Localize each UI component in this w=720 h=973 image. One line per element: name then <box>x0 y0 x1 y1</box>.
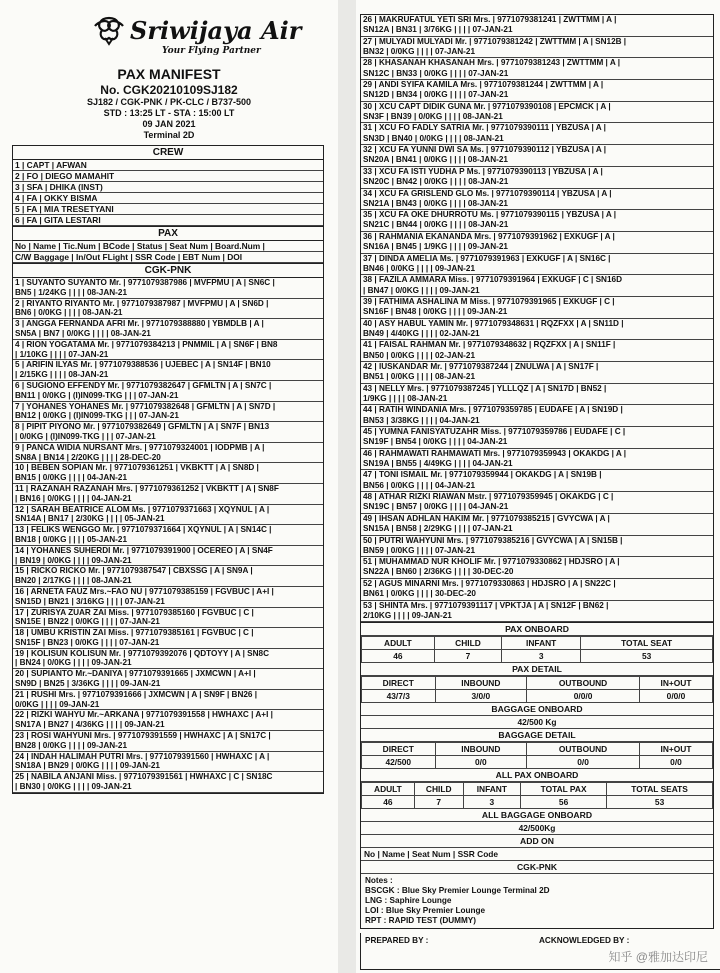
manifest-page-right <box>356 0 720 973</box>
passenger-row-line: BN6 | 0/0KG | | | | 08-JAN-21 <box>15 308 123 318</box>
passenger-row-line: 18 | UMBU KRISTIN ZAI Miss. | 9771079385161 | FGVBUC | C | <box>15 628 254 638</box>
passenger-row-line: BN56 | 0/0KG | | | | 04-JAN-21 <box>363 480 476 490</box>
passenger-row-line: 34 | XCU FA GRISLEND GLO Ms. | 9771079390114 | YBZUSA | A | <box>363 188 612 198</box>
passenger-row-line: 10 | BEBEN SOPIAN Mr. | 9771079361251 | VKBKTT | A | SN8D | <box>15 463 259 473</box>
passenger-row-line: 50 | PUTRI WAHYUNI Mrs. | 9771079385216 | GVYCWA | A | SN15B | <box>363 535 623 545</box>
notes-line: BSCGK : Blue Sky Premier Lounge Terminal 2D <box>365 886 550 896</box>
passenger-row <box>13 628 323 649</box>
crew-member-row: 1 | CAPT | AFWAN <box>13 160 323 171</box>
table-header-cell: TOTAL SEATS <box>607 783 713 796</box>
passenger-row <box>13 422 323 443</box>
passenger-row <box>361 102 713 124</box>
passenger-row <box>13 278 323 299</box>
passenger-row-line: SN3D | BN40 | 0/0KG | | | | 08-JAN-21 <box>363 133 504 143</box>
passenger-row <box>361 145 713 167</box>
crew-member-row: 2 | FO | DIEGO MAMAHIT <box>13 171 323 182</box>
passenger-row-line: BN32 | 0/0KG | | | | 07-JAN-21 <box>363 46 476 56</box>
table-value-cell: 0/0 <box>435 756 527 769</box>
passenger-row <box>13 360 323 381</box>
table-header-cell: CHILD <box>414 783 463 796</box>
passenger-row <box>13 484 323 505</box>
airline-logo <box>0 12 338 56</box>
passenger-row-line: 41 | FAISAL RAHMAN Mr. | 9771079348632 | RQZFXX | A | SN11F | <box>363 340 616 350</box>
passenger-row-line: SN22A | BN60 | 2/36KG | | | | 30-DEC-20 <box>363 567 514 577</box>
passenger-row <box>361 80 713 102</box>
passenger-row <box>361 405 713 427</box>
all-pax-onboard-table <box>361 782 713 809</box>
airline-tagline: Your Flying Partner <box>162 46 261 56</box>
passenger-row-line: SN17A | BN27 | 4/36KG | | | | 09-JAN-21 <box>15 720 165 730</box>
passenger-row-line: BN11 | 0/0KG | (I)IN099-TKG | | | 07-JAN-21 <box>15 390 179 400</box>
prepared-by-label: PREPARED BY : <box>365 936 429 946</box>
table-value-cell: 46 <box>362 796 415 809</box>
passenger-row-line: 4 | RION YOGATAMA Mr. | 9771079384213 | PNMMIL | A | SN6F | BN8 <box>15 339 278 349</box>
passenger-row <box>361 536 713 558</box>
table-header-cell: INBOUND <box>435 743 527 756</box>
route-section-title: CGK-PNK <box>13 264 323 278</box>
pax-detail-table <box>361 676 713 703</box>
passenger-list-right <box>360 14 714 623</box>
passenger-row <box>361 167 713 189</box>
passenger-row-line: BN15 | 0/0KG | | | | 04-JAN-21 <box>15 473 128 483</box>
passenger-row-line: 51 | MUHAMMAD NUR KHOLIF Mr. | 9771079330862 | HDJSRO | A | <box>363 557 620 567</box>
baggage-detail-title: BAGGAGE DETAIL <box>361 729 713 742</box>
crew-member-row: 3 | SFA | DHIKA (INST) <box>13 182 323 193</box>
passenger-row-line: | 0/0KG | (I)IN099-TKG | | | 07-JAN-21 <box>15 431 156 441</box>
passenger-rows-right <box>361 15 713 622</box>
passenger-row-line: BN59 | 0/0KG | | | | 07-JAN-21 <box>363 545 476 555</box>
passenger-row <box>361 514 713 536</box>
passenger-row-line: SN12C | BN33 | 0/0KG | | | | 07-JAN-21 <box>363 68 509 78</box>
passenger-row-line: | 1/10KG | | | | 07-JAN-21 <box>15 349 109 359</box>
passenger-row <box>361 189 713 211</box>
watermark: 知乎 @雅加达印尼 <box>608 950 708 964</box>
table-header-cell: TOTAL PAX <box>521 783 607 796</box>
crew-title: CREW <box>13 146 323 160</box>
passenger-row <box>13 566 323 587</box>
passenger-row-line: SN15D | BN21 | 3/16KG | | | | 07-JAN-21 <box>15 596 165 606</box>
passenger-row-line: 30 | XCU CAPT DIDIK GUNA Mr. | 9771079390108 | EPCMCK | A | <box>363 101 611 111</box>
table-header-cell: ADULT <box>362 637 435 650</box>
table-header-cell: OUTBOUND <box>527 677 640 690</box>
passenger-row <box>361 297 713 319</box>
passenger-row <box>13 669 323 690</box>
table-header-cell: OUTBOUND <box>527 743 640 756</box>
passenger-row-line: SN19A | BN55 | 4/49KG | | | | 04-JAN-21 <box>363 459 513 469</box>
manifest-header <box>0 12 338 141</box>
passenger-row-line: | BN47 | 0/0KG | | | | 09-JAN-21 <box>363 285 480 295</box>
passenger-row <box>361 601 713 623</box>
passenger-row-line: 24 | INDAH HALIMAH PUTRI Mrs. | 9771079391560 | HWHAXC | A | <box>15 751 270 761</box>
passenger-row <box>361 37 713 59</box>
passenger-row <box>13 340 323 361</box>
table-value-cell: 7 <box>434 650 501 663</box>
passenger-row-line: BN28 | 0/0KG | | | | 09-JAN-21 <box>15 740 128 750</box>
passenger-row-line: 22 | RIZKI WAHYU Mr.~ARKANA | 9771079391558 | HWHAXC | A+I | <box>15 710 273 720</box>
passenger-row-line: 19 | KOLISUN KOLISUN Mr. | 9771079392076 | QDTOYY | A | SN8C <box>15 648 269 658</box>
passenger-row-line: 3 | ANGGA FERNANDA AFRI Mr. | 9771079388880 | YBMDLB | A | <box>15 319 264 329</box>
passenger-row <box>13 752 323 773</box>
passenger-row-line: 53 | SHINTA Mrs. | 9771079391117 | VPKTJA | A | SN12F | BN62 | <box>363 600 609 610</box>
table-header-cell: TOTAL SEAT <box>581 637 713 650</box>
pax-columns-line-1: No | Name | Tic.Num | BCode | Status | Seat Num | Board.Num | <box>13 241 323 252</box>
passenger-row-line: 39 | FATHIMA ASHALINA M Miss. | 9771079391965 | EXKUGF | C | <box>363 296 615 306</box>
passenger-row-line: SN16A | BN45 | 1/9KG | | | | 09-JAN-21 <box>363 242 508 252</box>
passenger-row <box>13 731 323 752</box>
passenger-row-line: 38 | FAZILA AMMARA Miss. | 9771079391964 | EXKUGF | C | SN16D <box>363 275 622 285</box>
passenger-row-line: | BN16 | 0/0KG | | | | 04-JAN-21 <box>15 493 132 503</box>
table-value-cell: 46 <box>362 650 435 663</box>
passenger-row-line: BN51 | 0/0KG | | | | 08-JAN-21 <box>363 372 476 382</box>
notes-line: RPT : RAPID TEST (DUMMY) <box>365 916 476 926</box>
pax-title: PAX <box>13 227 323 241</box>
passenger-row-line: 1 | SUYANTO SUYANTO Mr. | 9771079387986 | MVFPMU | A | SN6C | <box>15 278 275 287</box>
passenger-row-line: 43 | NELLY Mrs. | 9771079387245 | YLLLQZ | A | SN17D | BN52 | <box>363 383 607 393</box>
passenger-row-line: 42 | IUSKANDAR Mr. | 9771079387244 | ZNULWA | A | SN17F | <box>363 362 599 371</box>
passenger-row-line: SN15E | BN22 | 0/0KG | | | | 07-JAN-21 <box>15 617 160 627</box>
passenger-row-line: 12 | SARAH BEATRICE ALOM Ms. | 9771079371663 | XQYNUL | A | <box>15 504 270 514</box>
passenger-row-line: 5 | ARIFIN ILYAS Mr. | 9771079388536 | UJEBEC | A | SN14F | BN10 <box>15 360 271 370</box>
passenger-row <box>13 525 323 546</box>
passenger-row <box>13 772 323 793</box>
all-baggage-onboard-value: 42/500Kg <box>361 822 713 835</box>
passenger-row-line: SN21C | BN44 | 0/0KG | | | | 08-JAN-21 <box>363 220 509 230</box>
pax-onboard-table <box>361 636 713 663</box>
passenger-row <box>13 299 323 320</box>
passenger-row-line: 40 | ASY HABUL YAMIN Mr. | 9771079348631 | RQZFXX | A | SN11D | <box>363 318 624 328</box>
passenger-row-line: 1/9KG | | | | 08-JAN-21 <box>363 393 448 403</box>
passenger-row <box>13 710 323 731</box>
passenger-row-line: 45 | YUMNA FANISYATUZAHR Miss. | 9771079359786 | EUDAFE | C | <box>363 427 626 437</box>
passenger-row <box>361 15 713 37</box>
passenger-row <box>361 340 713 362</box>
passenger-row-line: BN46 | 0/0KG | | | | 09-JAN-21 <box>363 263 476 273</box>
all-baggage-onboard-title: ALL BAGGAGE ONBOARD <box>361 809 713 822</box>
passenger-row <box>361 449 713 471</box>
pax-columns-line-2: C/W Baggage | In/Out FLight | SSR Code | EBT Num | DOI <box>13 252 323 263</box>
passenger-row-line: SN9D | BN25 | 3/36KG | | | | 09-JAN-21 <box>15 679 161 689</box>
baggage-onboard-value: 42/500 Kg <box>361 716 713 729</box>
crew-member-row: 4 | FA | OKKY BISMA <box>13 193 323 204</box>
add-on-columns: No | Name | Seat Num | SSR Code <box>361 848 713 861</box>
passenger-row-line: 32 | XCU FA YUNNI DWI SA Ms. | 9771079390112 | YBZUSA | A | <box>363 145 607 155</box>
passenger-row <box>361 579 713 601</box>
table-header-cell: INFANT <box>463 783 520 796</box>
passenger-row-line: SN8A | BN14 | 2/20KG | | | | 28-DEC-20 <box>15 452 161 462</box>
passenger-row <box>361 275 713 297</box>
passenger-row <box>361 210 713 232</box>
passenger-row-line: SN20A | BN41 | 0/0KG | | | | 08-JAN-21 <box>363 155 508 165</box>
passenger-row-line: 52 | AGUS MINARNI Mrs. | 9771079330863 | HDJSRO | A | SN22C | <box>363 578 616 588</box>
passenger-row-line: BN53 | 3/38KG | | | | 04-JAN-21 <box>363 415 480 425</box>
table-value-cell: 3/0/0 <box>435 690 527 703</box>
passenger-row-line: BN49 | 4/40KG | | | | 02-JAN-21 <box>363 328 480 338</box>
passenger-row <box>361 58 713 80</box>
passenger-row-line: 36 | RAHMANIA EKANANDA Mrs. | 9771079391962 | EXKUGF | A | <box>363 231 615 241</box>
passenger-list-left <box>12 264 324 794</box>
passenger-row <box>13 649 323 670</box>
passenger-row-line: SN3F | BN39 | 0/0KG | | | | 08-JAN-21 <box>363 112 503 122</box>
passenger-row-line: SN5A | BN7 | 0/0KG | | | | 08-JAN-21 <box>15 328 151 338</box>
airline-name: Sriwijaya Air <box>130 16 302 45</box>
pax-detail-title: PAX DETAIL <box>361 663 713 676</box>
table-value-cell: 3 <box>502 650 581 663</box>
passenger-row <box>361 470 713 492</box>
passenger-row-line: 37 | DINDA AMELIA Ms. | 9771079391963 | EXKUGF | A | SN16C | <box>363 253 611 263</box>
passenger-row-line: 49 | IHSAN ADHLAN HAKIM Mr. | 9771079385215 | GVYCWA | A | <box>363 513 610 523</box>
flight-terminal: Terminal 2D <box>143 130 195 140</box>
passenger-row <box>361 384 713 406</box>
table-header-cell: INFANT <box>502 637 581 650</box>
passenger-row-line: | BN30 | 0/0KG | | | | 09-JAN-21 <box>15 782 132 792</box>
passenger-rows-left <box>13 278 323 793</box>
flight-route: SJ182 / CGK-PNK / PK-CLC / B737-500 <box>86 97 252 107</box>
passenger-row-line: 20 | SUPIANTO Mr.~DANIYA | 9771079391665 | JXMCWN | A+I | <box>15 669 256 679</box>
flight-date: 09 JAN 2021 <box>142 119 196 129</box>
passenger-row-line: 7 | YOHANES YOHANES Mr. | 9771079382648 | GFMLTN | A | SN7D | <box>15 401 276 411</box>
table-value-cell: 53 <box>607 796 713 809</box>
table-value-cell: 3 <box>463 796 520 809</box>
passenger-row-line: 23 | ROSI WAHYUNI Mrs. | 9771079391559 | HWHAXC | A | SN17C | <box>15 731 271 741</box>
table-header-cell: DIRECT <box>362 743 436 756</box>
passenger-row-line: | BN19 | 0/0KG | | | | 09-JAN-21 <box>15 555 132 565</box>
table-value-cell: 43/7/3 <box>362 690 436 703</box>
passenger-row-line: | BN24 | 0/0KG | | | | 09-JAN-21 <box>15 658 132 668</box>
manifest-page-left <box>0 0 338 973</box>
passenger-row-line: SN18A | BN29 | 0/0KG | | | | 09-JAN-21 <box>15 761 160 771</box>
passenger-row-line: 21 | RUSHI Mrs. | 9771079391666 | JXMCWN | A | SN9F | BN26 | <box>15 689 258 699</box>
table-value-cell: 0/0/0 <box>527 690 640 703</box>
crew-member-row: 6 | FA | GITA LESTARI <box>13 215 323 226</box>
passenger-row <box>361 319 713 341</box>
passenger-row <box>361 557 713 579</box>
passenger-row-line: 26 | MAKRUFATUL YETI SRI Mrs. | 9771079381241 | ZWTTMM | A | <box>363 15 617 24</box>
manifest-number: No. CGK20210109SJ182 <box>100 83 238 97</box>
add-on-title: ADD ON <box>361 835 713 848</box>
passenger-row <box>361 123 713 145</box>
passenger-row-line: SN21A | BN43 | 0/0KG | | | | 08-JAN-21 <box>363 198 508 208</box>
pax-columns-section <box>12 227 324 264</box>
crew-member-row: 5 | FA | MIA TRESETYANI <box>13 204 323 215</box>
passenger-row-line: 2 | RIYANTO RIYANTO Mr. | 9771079387987 | MVFPMU | A | SN6D | <box>15 298 269 308</box>
table-value-cell: 42/500 <box>362 756 436 769</box>
table-value-cell: 56 <box>521 796 607 809</box>
summary-section <box>360 623 714 929</box>
passenger-row-line: SN12A | BN31 | 3/76KG | | | | 07-JAN-21 <box>363 25 513 35</box>
passenger-row <box>13 402 323 423</box>
passenger-row-line: 0/0KG | | | | 09-JAN-21 <box>15 699 100 709</box>
passenger-row-line: SN12D | BN34 | 0/0KG | | | | 07-JAN-21 <box>363 90 509 100</box>
passenger-row-line: SN20C | BN42 | 0/0KG | | | | 08-JAN-21 <box>363 177 509 187</box>
add-on-route: CGK-PNK <box>361 861 713 874</box>
passenger-row <box>13 443 323 464</box>
passenger-row-line: SN15A | BN58 | 2/29KG | | | | 07-JAN-21 <box>363 524 513 534</box>
table-value-cell: 53 <box>581 650 713 663</box>
passenger-row-line: 13 | FELIKS WENGGO Mr. | 9771079371664 | XQYNUL | A | SN14C | <box>15 525 272 535</box>
passenger-row-line: BN20 | 2/17KG | | | | 08-JAN-21 <box>15 576 132 586</box>
passenger-row-line: | 2/15KG | | | | 08-JAN-21 <box>15 370 109 380</box>
passenger-row-line: BN12 | 0/0KG | (I)IN099-TKG | | | 07-JAN-21 <box>15 411 179 421</box>
passenger-row-line: 48 | ATHAR RIZKI RIAWAN Mstr. | 9771079359945 | OKAKDG | C | <box>363 492 614 502</box>
passenger-row-line: 46 | RAHMAWATI RAHMAWATI Mrs. | 9771079359943 | OKAKDG | A | <box>363 448 627 458</box>
passenger-row-line: 17 | ZURISYA ZUAR ZAI Miss. | 9771079385160 | FGVBUC | C | <box>15 607 254 617</box>
passenger-row-line: 11 | RAZANAH RAZANAH Mrs. | 9771079361252 | VKBKTT | A | SN8F <box>15 483 279 493</box>
passenger-row-line: SN14A | BN17 | 2/30KG | | | | 05-JAN-21 <box>15 514 165 524</box>
flight-times: STD : 13:25 LT - STA : 15:00 LT <box>103 108 235 118</box>
passenger-row <box>13 319 323 340</box>
passenger-row-line: 47 | TONI ISMAIL Mr. | 9771079359944 | OKAKDG | A | SN19B | <box>363 470 602 480</box>
passenger-row-line: BN18 | 0/0KG | | | | 05-JAN-21 <box>15 534 128 544</box>
passenger-row <box>361 427 713 449</box>
passenger-row <box>361 492 713 514</box>
passenger-row-line: 9 | PANCA WIDIA NURSANT Mrs. | 9771079324001 | IODPMB | A | <box>15 442 265 452</box>
pax-onboard-title: PAX ONBOARD <box>361 623 713 636</box>
passenger-row-line: 31 | XCU FO FADLY SATRIA Mr. | 9771079390111 | YBZUSA | A | <box>363 123 606 133</box>
notes-label: Notes : <box>365 876 393 886</box>
table-value-cell: 0/0 <box>639 756 712 769</box>
table-header-cell: DIRECT <box>362 677 436 690</box>
passenger-row-line: BN5 | 1/24KG | | | | 08-JAN-21 <box>15 287 128 297</box>
passenger-row <box>13 463 323 484</box>
passenger-row-line: 25 | NABILA ANJANI Miss. | 9771079391561 | HWHAXC | C | SN18C <box>15 772 273 782</box>
table-header-cell: IN+OUT <box>639 743 712 756</box>
passenger-row <box>13 608 323 629</box>
passenger-row-line: 2/10KG | | | | 09-JAN-21 <box>363 610 452 620</box>
passenger-row <box>13 505 323 526</box>
passenger-row-line: 15 | RICKO RICKO Mr. | 9771079387547 | CBXSSG | A | SN9A | <box>15 566 253 576</box>
passenger-row <box>361 362 713 384</box>
passenger-row-line: BN50 | 0/0KG | | | | 02-JAN-21 <box>363 350 476 360</box>
baggage-detail-table <box>361 742 713 769</box>
table-header-cell: INBOUND <box>435 677 527 690</box>
manifest-title: PAX MANIFEST <box>117 66 221 82</box>
passenger-row <box>13 587 323 608</box>
table-header-cell: IN+OUT <box>639 677 712 690</box>
passenger-row-line: 28 | KHASANAH KHASANAH Mrs. | 9771079381243 | ZWTTMM | A | <box>363 58 620 68</box>
passenger-row-line: BN61 | 0/0KG | | | | 30-DEC-20 <box>363 589 476 599</box>
passenger-row <box>361 232 713 254</box>
passenger-row-line: 29 | ANDI SYIFA KAMILA Mrs. | 9771079381244 | ZWTTMM | A | <box>363 80 604 90</box>
passenger-row-line: SN16F | BN48 | 0/0KG | | | | 09-JAN-21 <box>363 307 508 317</box>
passenger-row-line: SN15F | BN23 | 0/0KG | | | | 07-JAN-21 <box>15 637 160 647</box>
passenger-row-line: 35 | XCU FA OKE DHURROTU Ms. | 9771079390115 | YBZUSA | A | <box>363 210 617 220</box>
passenger-row-line: 33 | XCU FA ISTI YUDHA P Ms. | 9771079390113 | YBZUSA | A | <box>363 166 603 176</box>
table-header-cell: CHILD <box>434 637 501 650</box>
passenger-row-line: 27 | MULYADI MULYADI Mr. | 9771079381242 | ZWTTMM | A | SN12B | <box>363 36 627 46</box>
passenger-row-line: 16 | ARNETA FAUZ Mrs.~FAO NU | 9771079385159 | FGVBUC | A+I | <box>15 586 274 596</box>
table-value-cell: 7 <box>414 796 463 809</box>
acknowledged-by-label: ACKNOWLEDGED BY : <box>539 936 630 946</box>
all-pax-onboard-title: ALL PAX ONBOARD <box>361 769 713 782</box>
table-header-cell: ADULT <box>362 783 415 796</box>
crew-list <box>13 160 323 226</box>
notes-block <box>361 874 713 928</box>
passenger-row-line: 6 | SUGIONO EFFENDY Mr. | 9771079382647 | GFMLTN | A | SN7C | <box>15 380 272 390</box>
knot-logo-icon <box>92 16 126 46</box>
passenger-row <box>13 546 323 567</box>
passenger-row <box>13 690 323 711</box>
passenger-row <box>13 381 323 402</box>
table-value-cell: 0/0/0 <box>639 690 712 703</box>
passenger-row-line: SN19F | BN54 | 0/0KG | | | | 04-JAN-21 <box>363 437 508 447</box>
passenger-row <box>361 254 713 276</box>
crew-section <box>12 145 324 227</box>
passenger-row-line: 44 | RATIH WINDANIA Mrs. | 9771079359785 | EUDAFE | A | SN19D | <box>363 405 623 415</box>
notes-line: LOI : Blue Sky Premier Lounge <box>365 906 486 916</box>
passenger-row-line: 8 | PIPIT PIYONO Mr. | 9771079382649 | GFMLTN | A | SN7F | BN13 <box>15 422 270 432</box>
notes-line: LNG : Saphire Lounge <box>365 896 452 906</box>
passenger-row-line: SN19C | BN57 | 0/0KG | | | | 04-JAN-21 <box>363 502 509 512</box>
table-value-cell: 0/0 <box>527 756 640 769</box>
passenger-row-line: 14 | YOHANES SUHERDI Mr. | 9771079391900 | OCEREO | A | SN4F <box>15 545 273 555</box>
baggage-onboard-title: BAGGAGE ONBOARD <box>361 703 713 716</box>
